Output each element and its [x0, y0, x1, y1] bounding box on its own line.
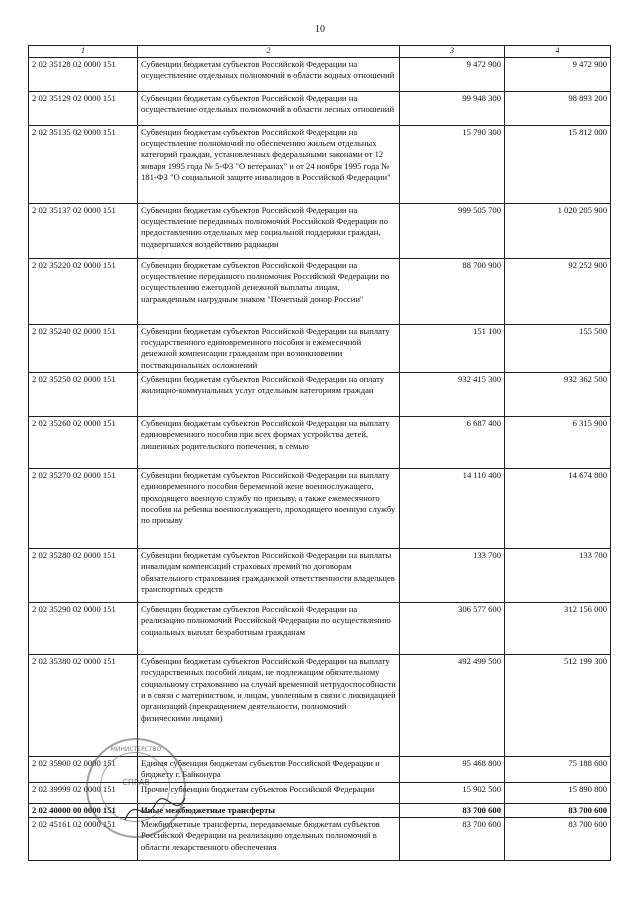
- row-value-col4: 312 156 000: [505, 602, 611, 654]
- row-value-col3: 83 700 600: [400, 803, 505, 817]
- row-value-col4: 15 812 000: [505, 125, 611, 203]
- row-code: 2 02 35250 02 0000 151: [29, 372, 138, 416]
- row-description: Субвенции бюджетам субъектов Российской Федерации на выплату государственных пособий лицам, не подлежащим обязательному социальному страхованию на случай временной нетрудоспособности и в связи с материнством, и лицам, уволенным в связи с ликвидацией организаций (прекращением деятельности, полномочий физическими лицами): [138, 654, 400, 756]
- row-description: Субвенции бюджетам субъектов Российской Федерации на осуществление переданного полномочия Российской Федерации по осуществлению ежегодной денежной выплаты лицам, награжденным нагрудным знаком "Почетный донор России": [138, 258, 400, 324]
- row-code: 2 02 35260 02 0000 151: [29, 416, 138, 468]
- row-code: 2 02 45161 02 0000 151: [29, 817, 138, 860]
- row-value-col4: 1 020 205 900: [505, 203, 611, 258]
- column-header-3: 3: [400, 46, 505, 58]
- row-value-col3: 151 100: [400, 324, 505, 372]
- table-row: [29, 91, 611, 125]
- row-value-col4: 133 700: [505, 548, 611, 602]
- row-description: Прочие субвенции бюджетам субъектов Российской Федерации: [138, 782, 400, 803]
- row-value-col3: 6 687 400: [400, 416, 505, 468]
- row-value-col3: 133 700: [400, 548, 505, 602]
- row-code: 2 02 35128 02 0000 151: [29, 57, 138, 91]
- table-row: [29, 654, 611, 756]
- row-value-col3: 306 577 600: [400, 602, 505, 654]
- stamp-ring-text: МИНИСТЕРСТВО: [110, 746, 162, 753]
- row-value-col4: 75 188 600: [505, 756, 611, 782]
- column-header-4: 4: [505, 46, 611, 58]
- table-row: [29, 756, 611, 782]
- table-row: [29, 203, 611, 258]
- column-header-row: [29, 46, 611, 58]
- row-description: Субвенции бюджетам субъектов Российской Федерации на оплату жилищно-коммунальных услуг отдельным категориям граждан: [138, 372, 400, 416]
- row-value-col3: 999 505 700: [400, 203, 505, 258]
- row-value-col4: 83 700 600: [505, 803, 611, 817]
- table-row: [29, 548, 611, 602]
- row-value-col3: 15 790 300: [400, 125, 505, 203]
- table-row: [29, 817, 611, 860]
- row-description: Субвенции бюджетам субъектов Российской Федерации на выплату государственного единовременного пособия и ежемесячной денежной компенсации гражданам при возникновении поствакцинальных осложнений: [138, 324, 400, 372]
- row-code: 2 02 35129 02 0000 151: [29, 91, 138, 125]
- row-description: Субвенции бюджетам субъектов Российской Федерации на осуществление отдельных полномочий в области лесных отношений: [138, 91, 400, 125]
- row-description: Субвенции бюджетам субъектов Российской Федерации на осуществление переданных полномочий Российской Федерации по предоставлению отдельных мер социальной поддержки граждан, подвергшихся воздействию радиации: [138, 203, 400, 258]
- row-value-col3: 99 948 300: [400, 91, 505, 125]
- row-code: 2 02 35290 02 0000 151: [29, 602, 138, 654]
- row-value-col4: 15 890 800: [505, 782, 611, 803]
- table-row: [29, 602, 611, 654]
- row-value-col3: 88 700 900: [400, 258, 505, 324]
- row-description: Межбюджетные трансферты, передаваемые бюджетам субъектов Российской Федерации на реализацию отдельных полномочий в области лекарственного обеспечения: [138, 817, 400, 860]
- table-row: [29, 125, 611, 203]
- page-number: 10: [315, 24, 325, 35]
- table-row: [29, 468, 611, 548]
- budget-table: [28, 45, 611, 861]
- table-row: [29, 416, 611, 468]
- table-row: [29, 258, 611, 324]
- row-value-col4: 932 362 500: [505, 372, 611, 416]
- row-value-col4: 92 252 900: [505, 258, 611, 324]
- row-code: 2 02 35280 02 0000 151: [29, 548, 138, 602]
- table-row: [29, 372, 611, 416]
- row-code: 2 02 39999 02 0000 151: [29, 782, 138, 803]
- row-description: Субвенции бюджетам субъектов Российской Федерации на выплату единовременного пособия при всех формах устройства детей, лишенных родительского попечения, в семью: [138, 416, 400, 468]
- table-row: [29, 782, 611, 803]
- row-code: 2 02 35135 02 0000 151: [29, 125, 138, 203]
- row-code: 2 02 35380 02 0000 151: [29, 654, 138, 756]
- row-value-col3: 95 468 800: [400, 756, 505, 782]
- row-code: 2 02 35137 02 0000 151: [29, 203, 138, 258]
- row-value-col3: 15 902 500: [400, 782, 505, 803]
- column-header-1: 1: [29, 46, 138, 58]
- table-row: [29, 57, 611, 91]
- row-value-col3: 14 110 400: [400, 468, 505, 548]
- row-value-col4: 9 472 900: [505, 57, 611, 91]
- row-description: Субвенции бюджетам субъектов Российской Федерации на осуществление полномочий по обеспечению жильем отдельных категорий граждан, установленных федеральными законами от 12 января 1995 года № 5-ФЗ "О ветеранах" и от 24 ноября 1995 года № 181-ФЗ "О социальной защите инвалидов в Российской Федерации": [138, 125, 400, 203]
- row-value-col4: 155 500: [505, 324, 611, 372]
- stamp-text: СПРАВ: [122, 778, 150, 787]
- row-code: 2 02 35270 02 0000 151: [29, 468, 138, 548]
- row-description: Иные межбюджетные трансферты: [138, 803, 400, 817]
- row-code: 2 02 35220 02 0000 151: [29, 258, 138, 324]
- table-row: [29, 803, 611, 817]
- row-value-col4: 6 315 900: [505, 416, 611, 468]
- column-header-2: 2: [138, 46, 400, 58]
- row-description: Субвенции бюджетам субъектов Российской Федерации на выплаты инвалидам компенсаций страховых премий по договорам обязательного страхования гражданской ответственности владельцев транспортных средств: [138, 548, 400, 602]
- row-value-col4: 83 700 600: [505, 817, 611, 860]
- row-value-col4: 14 674 800: [505, 468, 611, 548]
- row-value-col3: 492 499 500: [400, 654, 505, 756]
- row-value-col4: 512 199 300: [505, 654, 611, 756]
- row-description: Субвенции бюджетам субъектов Российской Федерации на осуществление отдельных полномочий в области водных отношений: [138, 57, 400, 91]
- row-code: 2 02 40000 00 0000 151: [29, 803, 138, 817]
- row-code: 2 02 35240 02 0000 151: [29, 324, 138, 372]
- row-description: Единая субвенция бюджетам субъектов Российской Федерации и бюджету г. Байконура: [138, 756, 400, 782]
- row-description: Субвенции бюджетам субъектов Российской Федерации на выплату единовременного пособия беременной жене военнослужащего, проходящего военную службу по призыву, а также ежемесячного пособия на ребенка военнослужащего, проходящего военную службу по призыву: [138, 468, 400, 548]
- row-value-col3: 932 415 300: [400, 372, 505, 416]
- row-code: 2 02 35900 02 0000 151: [29, 756, 138, 782]
- row-value-col3: 83 700 600: [400, 817, 505, 860]
- row-value-col4: 98 893 200: [505, 91, 611, 125]
- row-description: Субвенции бюджетам субъектов Российской Федерации на реализацию полномочий Российской Федерации по осуществлению социальных выплат безработным гражданам: [138, 602, 400, 654]
- table-row: [29, 324, 611, 372]
- row-value-col3: 9 472 900: [400, 57, 505, 91]
